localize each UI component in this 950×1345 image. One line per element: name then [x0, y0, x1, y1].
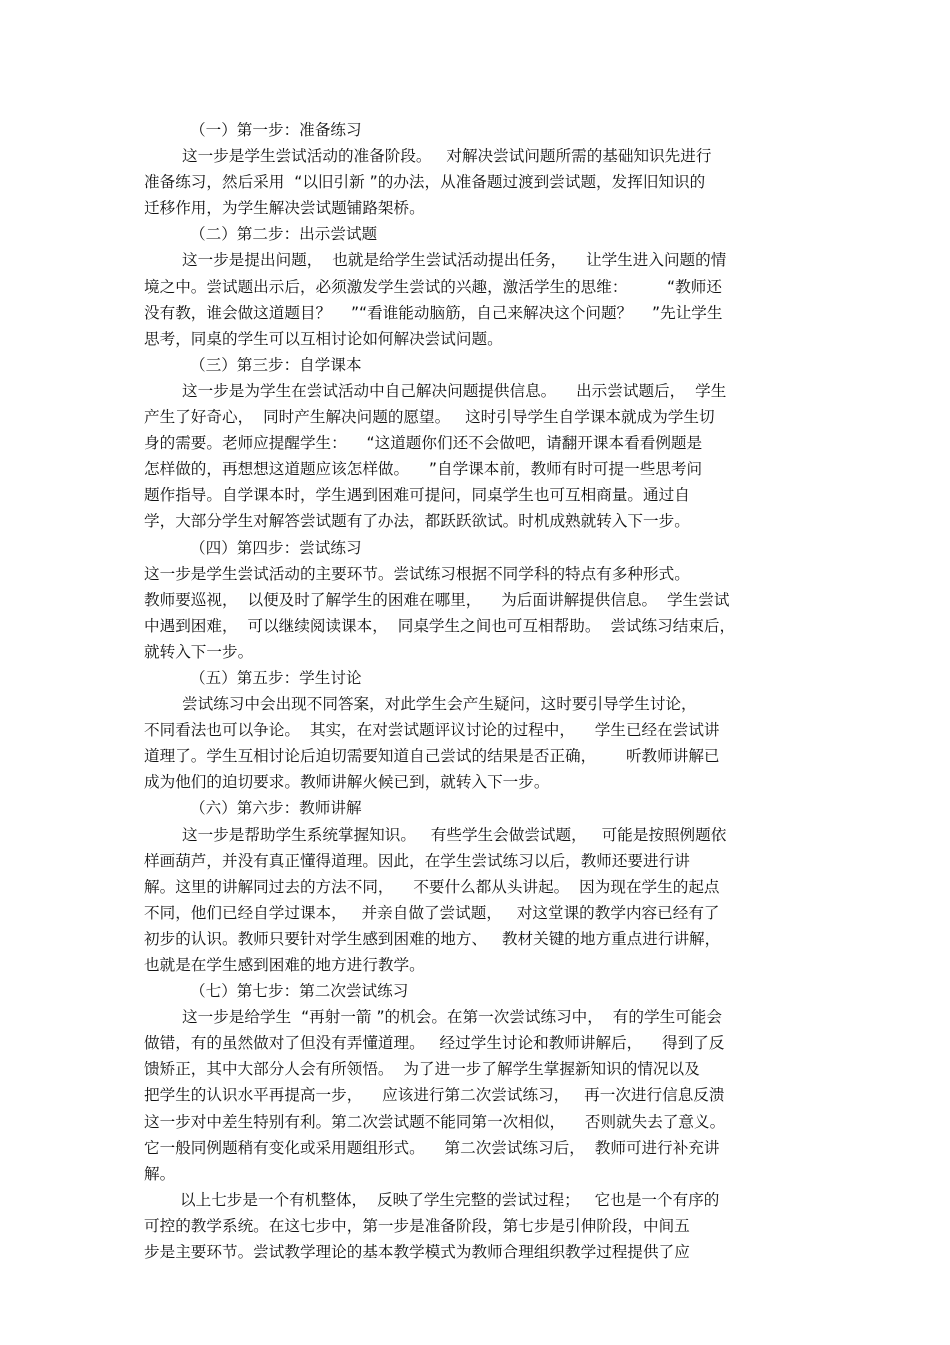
paragraph-line: 解。这里的讲解同过去的方法不同， 不要什么都从头讲起。 因为现在学生的起点 — [144, 877, 720, 896]
paragraph-line: 样画葫芦，并没有真正懂得道理。因此，在学生尝试练习以后，教师还要进行讲 — [144, 851, 690, 870]
paragraph-line: 把学生的认识水平再提高一步， 应该进行第二次尝试练习， 再一次进行信息反溃 — [144, 1086, 725, 1105]
paragraph-line: 教师要巡视， 以便及时了解学生的困难在哪里， 为后面讲解提供信息。 学生尝试 — [144, 590, 730, 609]
paragraph-line: 不同，他们已经自学过课本， 并亲自做了尝试题， 对这堂课的教学内容已经有了 — [144, 903, 720, 922]
section-heading: （一）第一步：准备练习 — [190, 121, 362, 139]
paragraph-line: 迁移作用，为学生解决尝试题铺路架桥。 — [144, 199, 425, 218]
paragraph-line: 思考，同桌的学生可以互相讨论如何解决尝试问题。 — [144, 329, 503, 348]
paragraph-line: 准备练习，然后采用 “以旧引新 ”的办法，从准备题过渡到尝试题，发挥旧知识的 — [144, 173, 706, 192]
document-body — [144, 117, 814, 1265]
section-heading: （四）第四步：尝试练习 — [190, 538, 362, 557]
paragraph-line: 这一步是给学生 “再射一箭 ”的机会。在第一次尝试练习中， 有的学生可能会 — [182, 1008, 722, 1027]
section-heading: （二）第二步：出示尝试题 — [190, 225, 378, 244]
paragraph-line: 初步的认识。教师只要针对学生感到困难的地方、 教材关键的地方重点进行讲解， — [144, 929, 721, 948]
paragraph-line: 不同看法也可以争论。 其实，在对尝试题评议讨论的过程中， 学生已经在尝试讲 — [144, 721, 720, 740]
closing-line: 步是主要环节。尝试教学理论的基本教学模式为教师合理组织教学过程提供了应 — [144, 1243, 690, 1262]
paragraph-line: 境之中。尝试题出示后，必须激发学生尝试的兴趣，激活学生的思维： “教师还 — [144, 277, 722, 296]
paragraph-line: 学，大部分学生对解答尝试题有了办法，都跃跃欲试。时机成熟就转入下一步。 — [144, 512, 690, 531]
closing-line: 可控的教学系统。在这七步中，第一步是准备阶段，第七步是引伸阶段，中间五 — [144, 1216, 690, 1235]
paragraph-line: 产生了好奇心， 同时产生解决问题的愿望。 这时引导学生自学课本就成为学生切 — [144, 408, 715, 427]
paragraph-line: 没有教，谁会做这道题目？ ”“看谁能动脑筋，自己来解决这个问题？ ”先让学生 — [144, 303, 723, 322]
section-heading: （三）第三步：自学课本 — [190, 355, 362, 374]
paragraph-line: 这一步是提出问题， 也就是给学生尝试活动提出任务， 让学生进入问题的情 — [182, 251, 727, 270]
paragraph-line: 这一步是学生尝试活动的准备阶段。 对解决尝试问题所需的基础知识先进行 — [182, 147, 712, 166]
paragraph-line: 这一步对中差生特别有利。第二次尝试题不能同第一次相似， 否则就失去了意义。 — [144, 1112, 726, 1131]
paragraph-line: 中遇到困难， 可以继续阅读课本， 同桌学生之间也可互相帮助。 尝试练习结束后， — [144, 616, 736, 635]
paragraph-line: 这一步是为学生在尝试活动中自己解决问题提供信息。 出示尝试题后， 学生 — [182, 381, 727, 400]
paragraph-line: 道理了。学生互相讨论后迫切需要知道自己尝试的结果是否正确， 听教师讲解已 — [144, 747, 720, 766]
section-heading: （五）第五步：学生讨论 — [190, 668, 362, 687]
paragraph-line: 馈矫正，其中大部分人会有所领悟。 为了进一步了解学生掌握新知识的情况以及 — [144, 1060, 700, 1079]
section-heading: （六）第六步：教师讲解 — [190, 799, 362, 818]
paragraph-line: 这一步是学生尝试活动的主要环节。尝试练习根据不同学科的特点有多种形式。 — [144, 564, 690, 583]
paragraph-line: 也就是在学生感到困难的地方进行教学。 — [144, 956, 425, 974]
paragraph-line: 它一般同例题稍有变化或采用题组形式。 第二次尝试练习后， 教师可进行补充讲 — [144, 1138, 720, 1157]
paragraph-line: 尝试练习中会出现不同答案，对此学生会产生疑问，这时要引导学生讨论， — [182, 695, 697, 714]
closing-line: 以上七步是一个有机整体， 反映了学生完整的尝试过程； 它也是一个有序的 — [180, 1190, 720, 1209]
paragraph-line: 就转入下一步。 — [144, 642, 254, 661]
paragraph-line: 怎样做的，再想想这道题应该怎样做。 ”自学课本前，教师有时可提一些思考问 — [144, 460, 703, 479]
paragraph-line: 题作指导。自学课本时，学生遇到困难可提问，同桌学生也可互相商量。通过自 — [144, 486, 690, 505]
section-heading: （七）第七步：第二次尝试练习 — [190, 982, 409, 1001]
paragraph-line: 解。 — [144, 1164, 176, 1183]
paragraph-line: 身的需要。老师应提醒学生： “这道题你们还不会做吧，请翻开课本看看例题是 — [144, 434, 703, 453]
paragraph-line: 做错，有的虽然做对了但没有弄懂道理。 经过学生讨论和教师讲解后， 得到了反 — [144, 1034, 725, 1053]
paragraph-line: 这一步是帮助学生系统掌握知识。 有些学生会做尝试题， 可能是按照例题依 — [182, 825, 727, 844]
paragraph-line: 成为他们的迫切要求。教师讲解火候已到，就转入下一步。 — [144, 773, 550, 792]
